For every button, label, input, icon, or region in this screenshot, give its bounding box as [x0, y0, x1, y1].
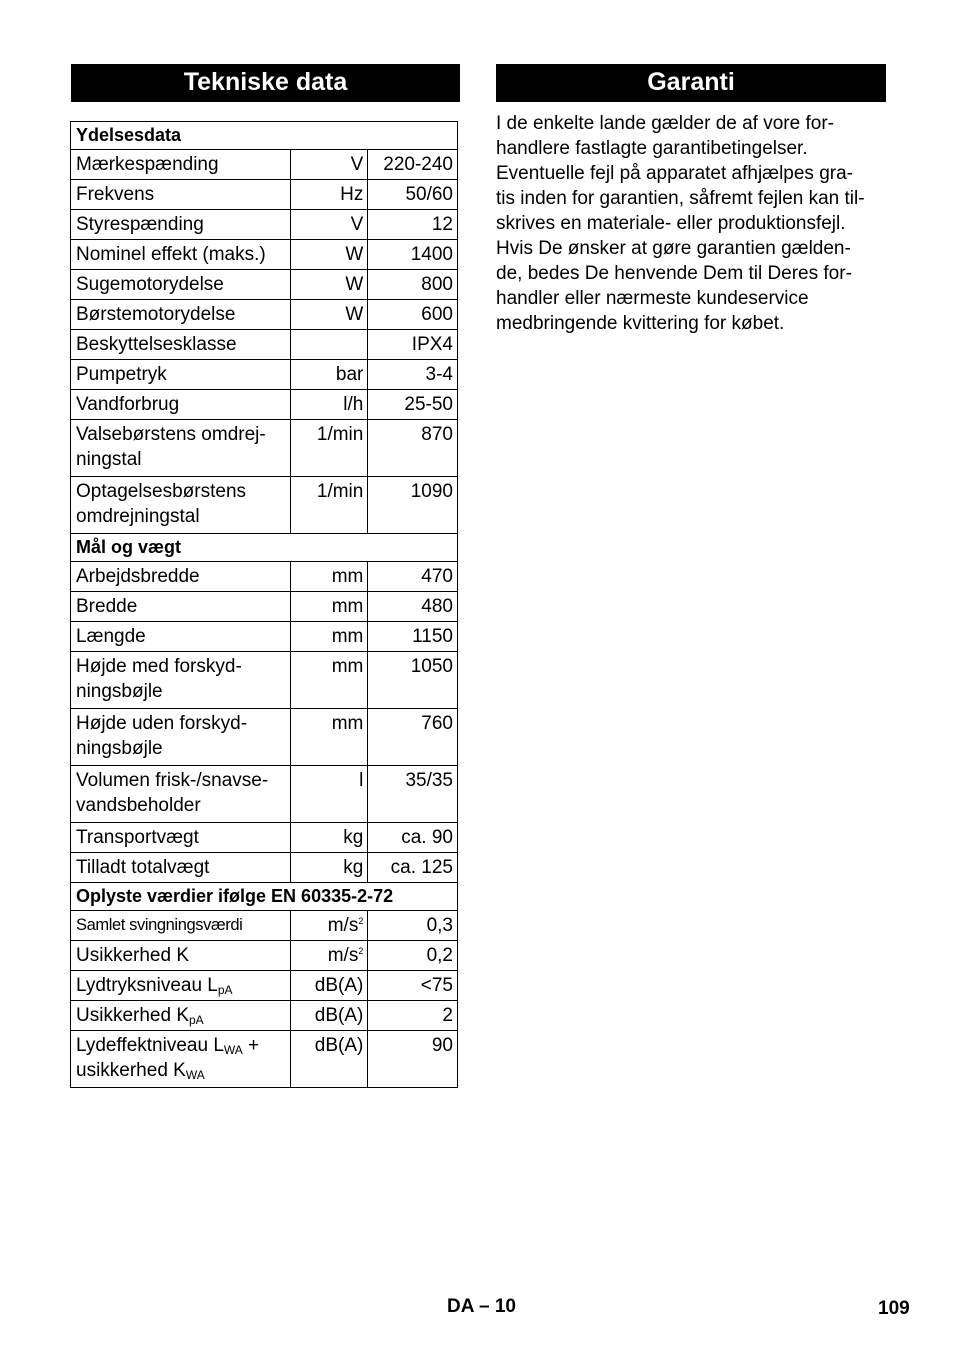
name-line2-base: usikkerhed K	[76, 1060, 186, 1081]
table-row	[71, 300, 458, 330]
table-row	[71, 652, 458, 709]
table-row	[71, 180, 458, 210]
tekniske-data-heading: Tekniske data	[71, 64, 460, 102]
spec-unit: mm	[290, 709, 368, 766]
spec-name	[71, 477, 291, 534]
spec-unit: 1/min	[290, 477, 368, 534]
spec-value: 1150	[368, 622, 458, 652]
spec-value: 0,3	[368, 911, 458, 941]
spec-unit: V	[290, 150, 368, 180]
spec-unit: dB(A)	[290, 1031, 368, 1088]
spec-name: Mærkespænding	[71, 150, 291, 180]
spec-name: Samlet svingningsværdi	[71, 911, 291, 941]
spec-value: 1050	[368, 652, 458, 709]
warranty-line: handler eller nærmeste kundeservice	[496, 288, 809, 309]
table-row	[71, 562, 458, 592]
warranty-line: I de enkelte lande gælder de af vore for-	[496, 113, 834, 134]
spec-name-line1: Volumen frisk-/snavse-	[76, 770, 269, 791]
section-header-row	[71, 883, 458, 911]
spec-name: Transportvægt	[71, 823, 291, 853]
spec-unit: W	[290, 270, 368, 300]
spec-value: <75	[368, 971, 458, 1001]
spec-value: 2	[368, 1001, 458, 1031]
table-row	[71, 420, 458, 477]
spec-unit: l	[290, 766, 368, 823]
section-header: Oplyste værdier ifølge EN 60335-2-72	[71, 883, 458, 911]
table-row	[71, 390, 458, 420]
spec-name-line1: Højde uden forskyd-	[76, 713, 248, 734]
spec-unit: Hz	[290, 180, 368, 210]
spec-name	[71, 766, 291, 823]
spec-name-line2: ningsbøjle	[76, 681, 163, 702]
spec-name: Tilladt totalvægt	[71, 853, 291, 883]
name-base: Usikkerhed K	[76, 1005, 189, 1026]
page-number: 109	[878, 1298, 910, 1319]
name-subscript: WA	[223, 1043, 243, 1057]
spec-unit: 1/min	[290, 420, 368, 477]
warranty-text	[496, 111, 888, 336]
section-header: Mål og vægt	[71, 534, 458, 562]
spec-name: Arbejdsbredde	[71, 562, 291, 592]
name-subscript: pA	[217, 983, 233, 997]
spec-name: Børstemotorydelse	[71, 300, 291, 330]
spec-value: 35/35	[368, 766, 458, 823]
name-subscript: pA	[189, 1013, 204, 1027]
section-header: Ydelsesdata	[71, 122, 458, 150]
footer-language-page: DA – 10	[447, 1296, 516, 1317]
warranty-line: skrives en materiale- eller produktionsfejl.	[496, 213, 846, 234]
spec-name	[71, 709, 291, 766]
spec-name-line2: ningsbøjle	[76, 738, 163, 759]
spec-unit: V	[290, 210, 368, 240]
warranty-line: medbringende kvittering for købet.	[496, 313, 785, 334]
spec-value: ca. 90	[368, 823, 458, 853]
spec-name	[71, 1001, 291, 1031]
spec-name: Længde	[71, 622, 291, 652]
spec-value: 1090	[368, 477, 458, 534]
name-line2-subscript: WA	[185, 1068, 205, 1082]
spec-unit: dB(A)	[290, 1001, 368, 1031]
spec-value: 870	[368, 420, 458, 477]
spec-value: IPX4	[368, 330, 458, 360]
name-base: Lydeffektniveau L	[76, 1035, 224, 1056]
spec-name-line2: ningstal	[76, 449, 142, 470]
spec-value: 50/60	[368, 180, 458, 210]
spec-name: Styrespænding	[71, 210, 291, 240]
table-row	[71, 971, 458, 1001]
spec-value: 600	[368, 300, 458, 330]
spec-unit: mm	[290, 622, 368, 652]
table-row	[71, 240, 458, 270]
spec-name-line2: omdrejningstal	[76, 506, 200, 527]
spec-value: 470	[368, 562, 458, 592]
unit-superscript: 2	[358, 916, 364, 926]
spec-name-line2: vandsbeholder	[76, 795, 201, 816]
spec-value: 760	[368, 709, 458, 766]
table-row	[71, 941, 458, 971]
spec-value: 480	[368, 592, 458, 622]
spec-unit: kg	[290, 853, 368, 883]
name-base: Lydtryksniveau L	[76, 975, 218, 996]
spec-name-line1: Højde med forskyd-	[76, 656, 242, 677]
table-row	[71, 592, 458, 622]
spec-value: ca. 125	[368, 853, 458, 883]
spec-unit: W	[290, 240, 368, 270]
table-row	[71, 360, 458, 390]
garanti-heading: Garanti	[496, 64, 886, 102]
table-row	[71, 709, 458, 766]
spec-name	[71, 971, 291, 1001]
spec-name: Usikkerhed K	[71, 941, 291, 971]
table-row	[71, 853, 458, 883]
spec-value: 1400	[368, 240, 458, 270]
table-row	[71, 823, 458, 853]
spec-name: Vandforbrug	[71, 390, 291, 420]
table-row	[71, 477, 458, 534]
unit-base: m/s	[327, 915, 359, 936]
spec-unit: mm	[290, 562, 368, 592]
table-row	[71, 1001, 458, 1031]
table-row	[71, 270, 458, 300]
spec-value: 3-4	[368, 360, 458, 390]
spec-unit: mm	[290, 652, 368, 709]
table-row	[71, 766, 458, 823]
section-header-row	[71, 122, 458, 150]
spec-name	[71, 1031, 291, 1088]
spec-name	[71, 652, 291, 709]
spec-unit	[290, 330, 368, 360]
table-row	[71, 911, 458, 941]
warranty-line: handlere fastlagte garantibetingelser.	[496, 138, 808, 159]
spec-value: 0,2	[368, 941, 458, 971]
spec-name-line1: Valsebørstens omdrej-	[76, 424, 266, 445]
unit-base: m/s	[327, 945, 359, 966]
spec-value: 25-50	[368, 390, 458, 420]
table-row	[71, 1031, 458, 1088]
spec-unit: mm	[290, 592, 368, 622]
spec-unit	[290, 941, 368, 971]
warranty-line: de, bedes De henvende Dem til Deres for-	[496, 263, 852, 284]
spec-name-line1: Optagelsesbørstens	[76, 481, 247, 502]
spec-name: Beskyttelsesklasse	[71, 330, 291, 360]
warranty-line: Eventuelle fejl på apparatet afhjælpes gra-	[496, 163, 854, 184]
unit-superscript: 2	[358, 946, 364, 956]
spec-name: Sugemotorydelse	[71, 270, 291, 300]
spec-unit: bar	[290, 360, 368, 390]
spec-name	[71, 420, 291, 477]
spec-unit: W	[290, 300, 368, 330]
tech-spec-table	[70, 121, 458, 1088]
spec-value: 12	[368, 210, 458, 240]
spec-name: Bredde	[71, 592, 291, 622]
spec-name: Pumpetryk	[71, 360, 291, 390]
table-row	[71, 622, 458, 652]
table-row	[71, 150, 458, 180]
section-header-row	[71, 534, 458, 562]
name-tail: +	[242, 1035, 260, 1056]
spec-name: Nominel effekt (maks.)	[71, 240, 291, 270]
table-row	[71, 210, 458, 240]
spec-value: 90	[368, 1031, 458, 1088]
spec-unit: l/h	[290, 390, 368, 420]
spec-unit: dB(A)	[290, 971, 368, 1001]
table-row	[71, 330, 458, 360]
spec-value: 220-240	[368, 150, 458, 180]
spec-unit: kg	[290, 823, 368, 853]
spec-unit	[290, 911, 368, 941]
warranty-line: Hvis De ønsker at gøre garantien gælden-	[496, 238, 851, 259]
warranty-line: tis inden for garantien, såfremt fejlen kan til-	[496, 188, 865, 209]
spec-value: 800	[368, 270, 458, 300]
spec-name: Frekvens	[71, 180, 291, 210]
